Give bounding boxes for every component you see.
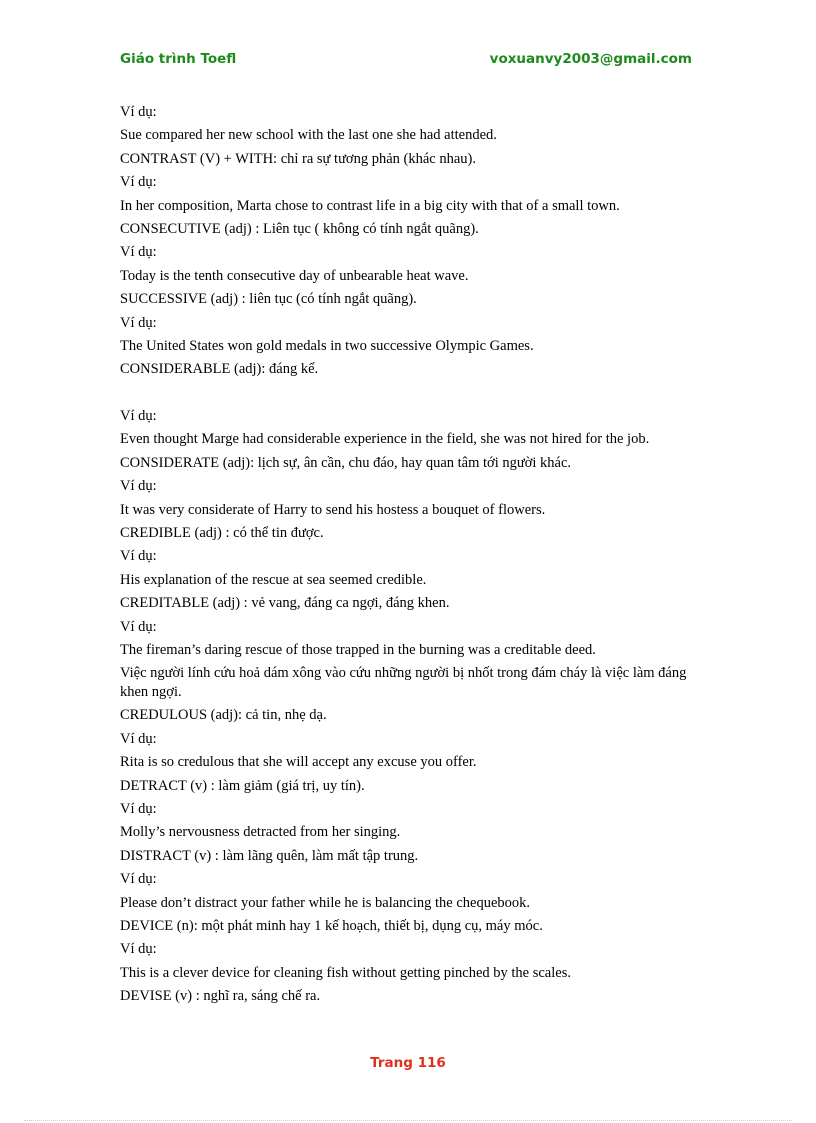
- text-line: Ví dụ:: [120, 478, 157, 495]
- text-line: CONSIDERABLE (adj): đáng kể.: [120, 361, 319, 378]
- text-line: Ví dụ:: [120, 730, 157, 747]
- text-line: CREDITABLE (adj) : vẻ vang, đáng ca ngợi, đáng khen.: [120, 595, 450, 612]
- text-line: The fireman’s daring rescue of those trapped in the burning was a creditable deed.: [120, 641, 596, 658]
- text-line: Even thought Marge had considerable experience in the field, she was not hired for the job.: [120, 431, 650, 448]
- text-line: Ví dụ:: [120, 941, 157, 958]
- text-line: Ví dụ:: [120, 618, 157, 635]
- page-number: Trang 116: [370, 1055, 446, 1071]
- text-line: Ví dụ:: [120, 104, 157, 120]
- text-line: CONSIDERATE (adj): lịch sự, ân cần, chu đáo, hay quan tâm tới người khác.: [120, 454, 572, 471]
- text-line: In her composition, Marta chose to contrast life in a big city with that of a small town.: [120, 197, 620, 214]
- text-line: CREDIBLE (adj) : có thể tin được.: [120, 524, 324, 541]
- text-line: Ví dụ:: [120, 548, 157, 565]
- text-line: Please don’t distract your father while he is balancing the chequebook.: [120, 894, 531, 911]
- page-bottom-divider: [24, 1120, 792, 1121]
- text-line: Việc người lính cứu hoả dám xông vào cứu những người bị nhốt trong đám cháy là việc làm đáng khen ngợi.: [120, 665, 687, 701]
- header-title: Giáo trình Toefl: [120, 51, 237, 67]
- text-line: CREDULOUS (adj): cả tin, nhẹ dạ.: [120, 707, 327, 724]
- text-line: This is a clever device for cleaning fish without getting pinched by the scales.: [120, 964, 571, 981]
- text-line: Ví dụ:: [120, 407, 157, 424]
- text-line: Ví dụ:: [120, 314, 157, 331]
- text-line: Ví dụ:: [120, 800, 157, 817]
- text-line: DEVICE (n): một phát minh hay 1 kế hoạch, thiết bị, dụng cụ, máy móc.: [120, 918, 543, 934]
- text-line: DEVISE (v) : nghĩ ra, sáng chế ra.: [120, 988, 321, 1005]
- text-line: The United States won gold medals in two successive Olympic Games.: [120, 338, 534, 355]
- text-line: Sue compared her new school with the last one she had attended.: [120, 127, 497, 144]
- text-line: Today is the tenth consecutive day of unbearable heat wave.: [120, 267, 469, 284]
- text-line: SUCCESSIVE (adj) : liên tục (có tính ngắt quãng).: [120, 291, 417, 308]
- text-line: Ví dụ:: [120, 174, 157, 191]
- text-line: Ví dụ:: [120, 244, 157, 261]
- header-email: voxuanvy2003@gmail.com: [489, 51, 692, 67]
- text-line: Ví dụ:: [120, 871, 157, 888]
- text-line: DETRACT (v) : làm giảm (giá trị, uy tín).: [120, 777, 365, 794]
- page-body: [120, 101, 705, 1009]
- text-line: CONTRAST (V) + WITH: chỉ ra sự tương phản (khác nhau).: [120, 150, 477, 167]
- text-line: It was very considerate of Harry to send his hostess a bouquet of flowers.: [120, 501, 546, 518]
- text-line: CONSECUTIVE (adj) : Liên tục ( không có tính ngắt quãng).: [120, 221, 479, 238]
- text-line: Rita is so credulous that she will accept any excuse you offer.: [120, 754, 477, 771]
- text-line: His explanation of the rescue at sea seemed credible.: [120, 571, 427, 588]
- text-line: DISTRACT (v) : làm lãng quên, làm mất tập trung.: [120, 847, 419, 864]
- text-line: Molly’s nervousness detracted from her singing.: [120, 824, 401, 841]
